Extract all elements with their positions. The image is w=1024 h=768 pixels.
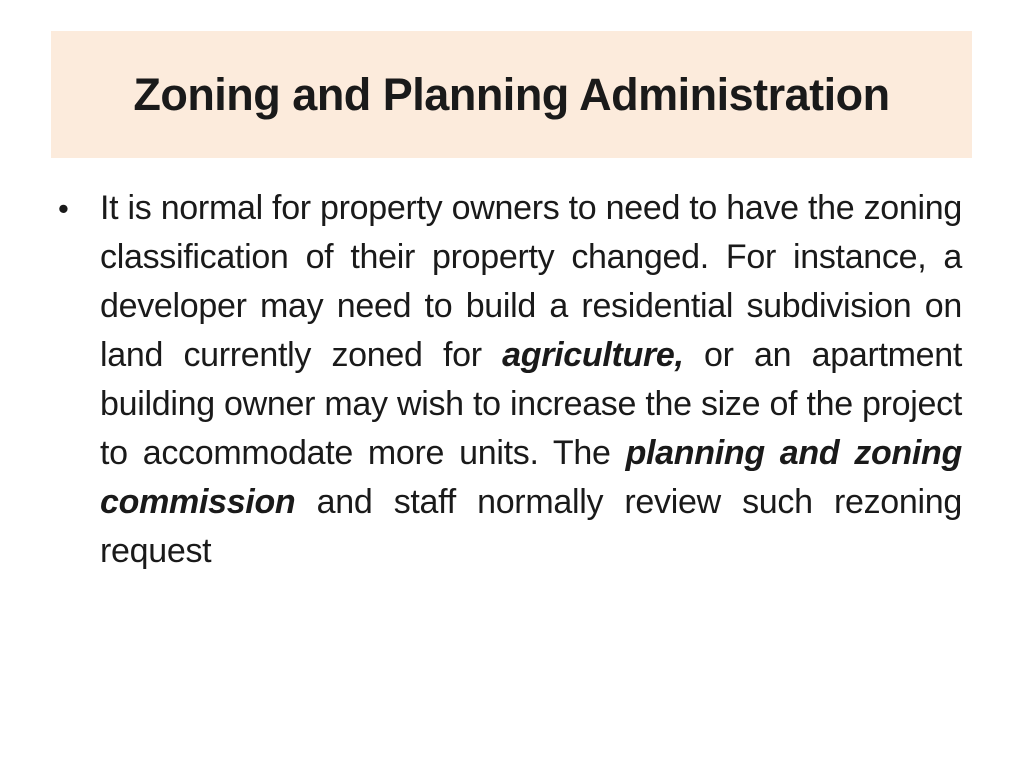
emphasis-agriculture: agriculture, [502, 336, 684, 374]
bullet-text-part-2: or an apartment building owner may wish to increase the size of the project to accommodate more units. The [100, 336, 963, 472]
bullet-marker: • [58, 191, 69, 226]
bullet-text [100, 184, 962, 576]
bullet-item [58, 184, 962, 576]
bullet-list [58, 184, 962, 576]
title-band [51, 31, 972, 158]
emphasis-planning-zoning-commission: planning and zoning commission [100, 434, 962, 521]
slide-title: Zoning and Planning Administration [133, 68, 890, 120]
bullet-text-part-3: and staff normally review such rezoning request [100, 483, 962, 570]
bullet-text-part-1: It is normal for property owners to need to have the zoning classification of their property changed. For instance, a developer may need to build a residential subdivision on land currently zoned for [100, 189, 962, 374]
